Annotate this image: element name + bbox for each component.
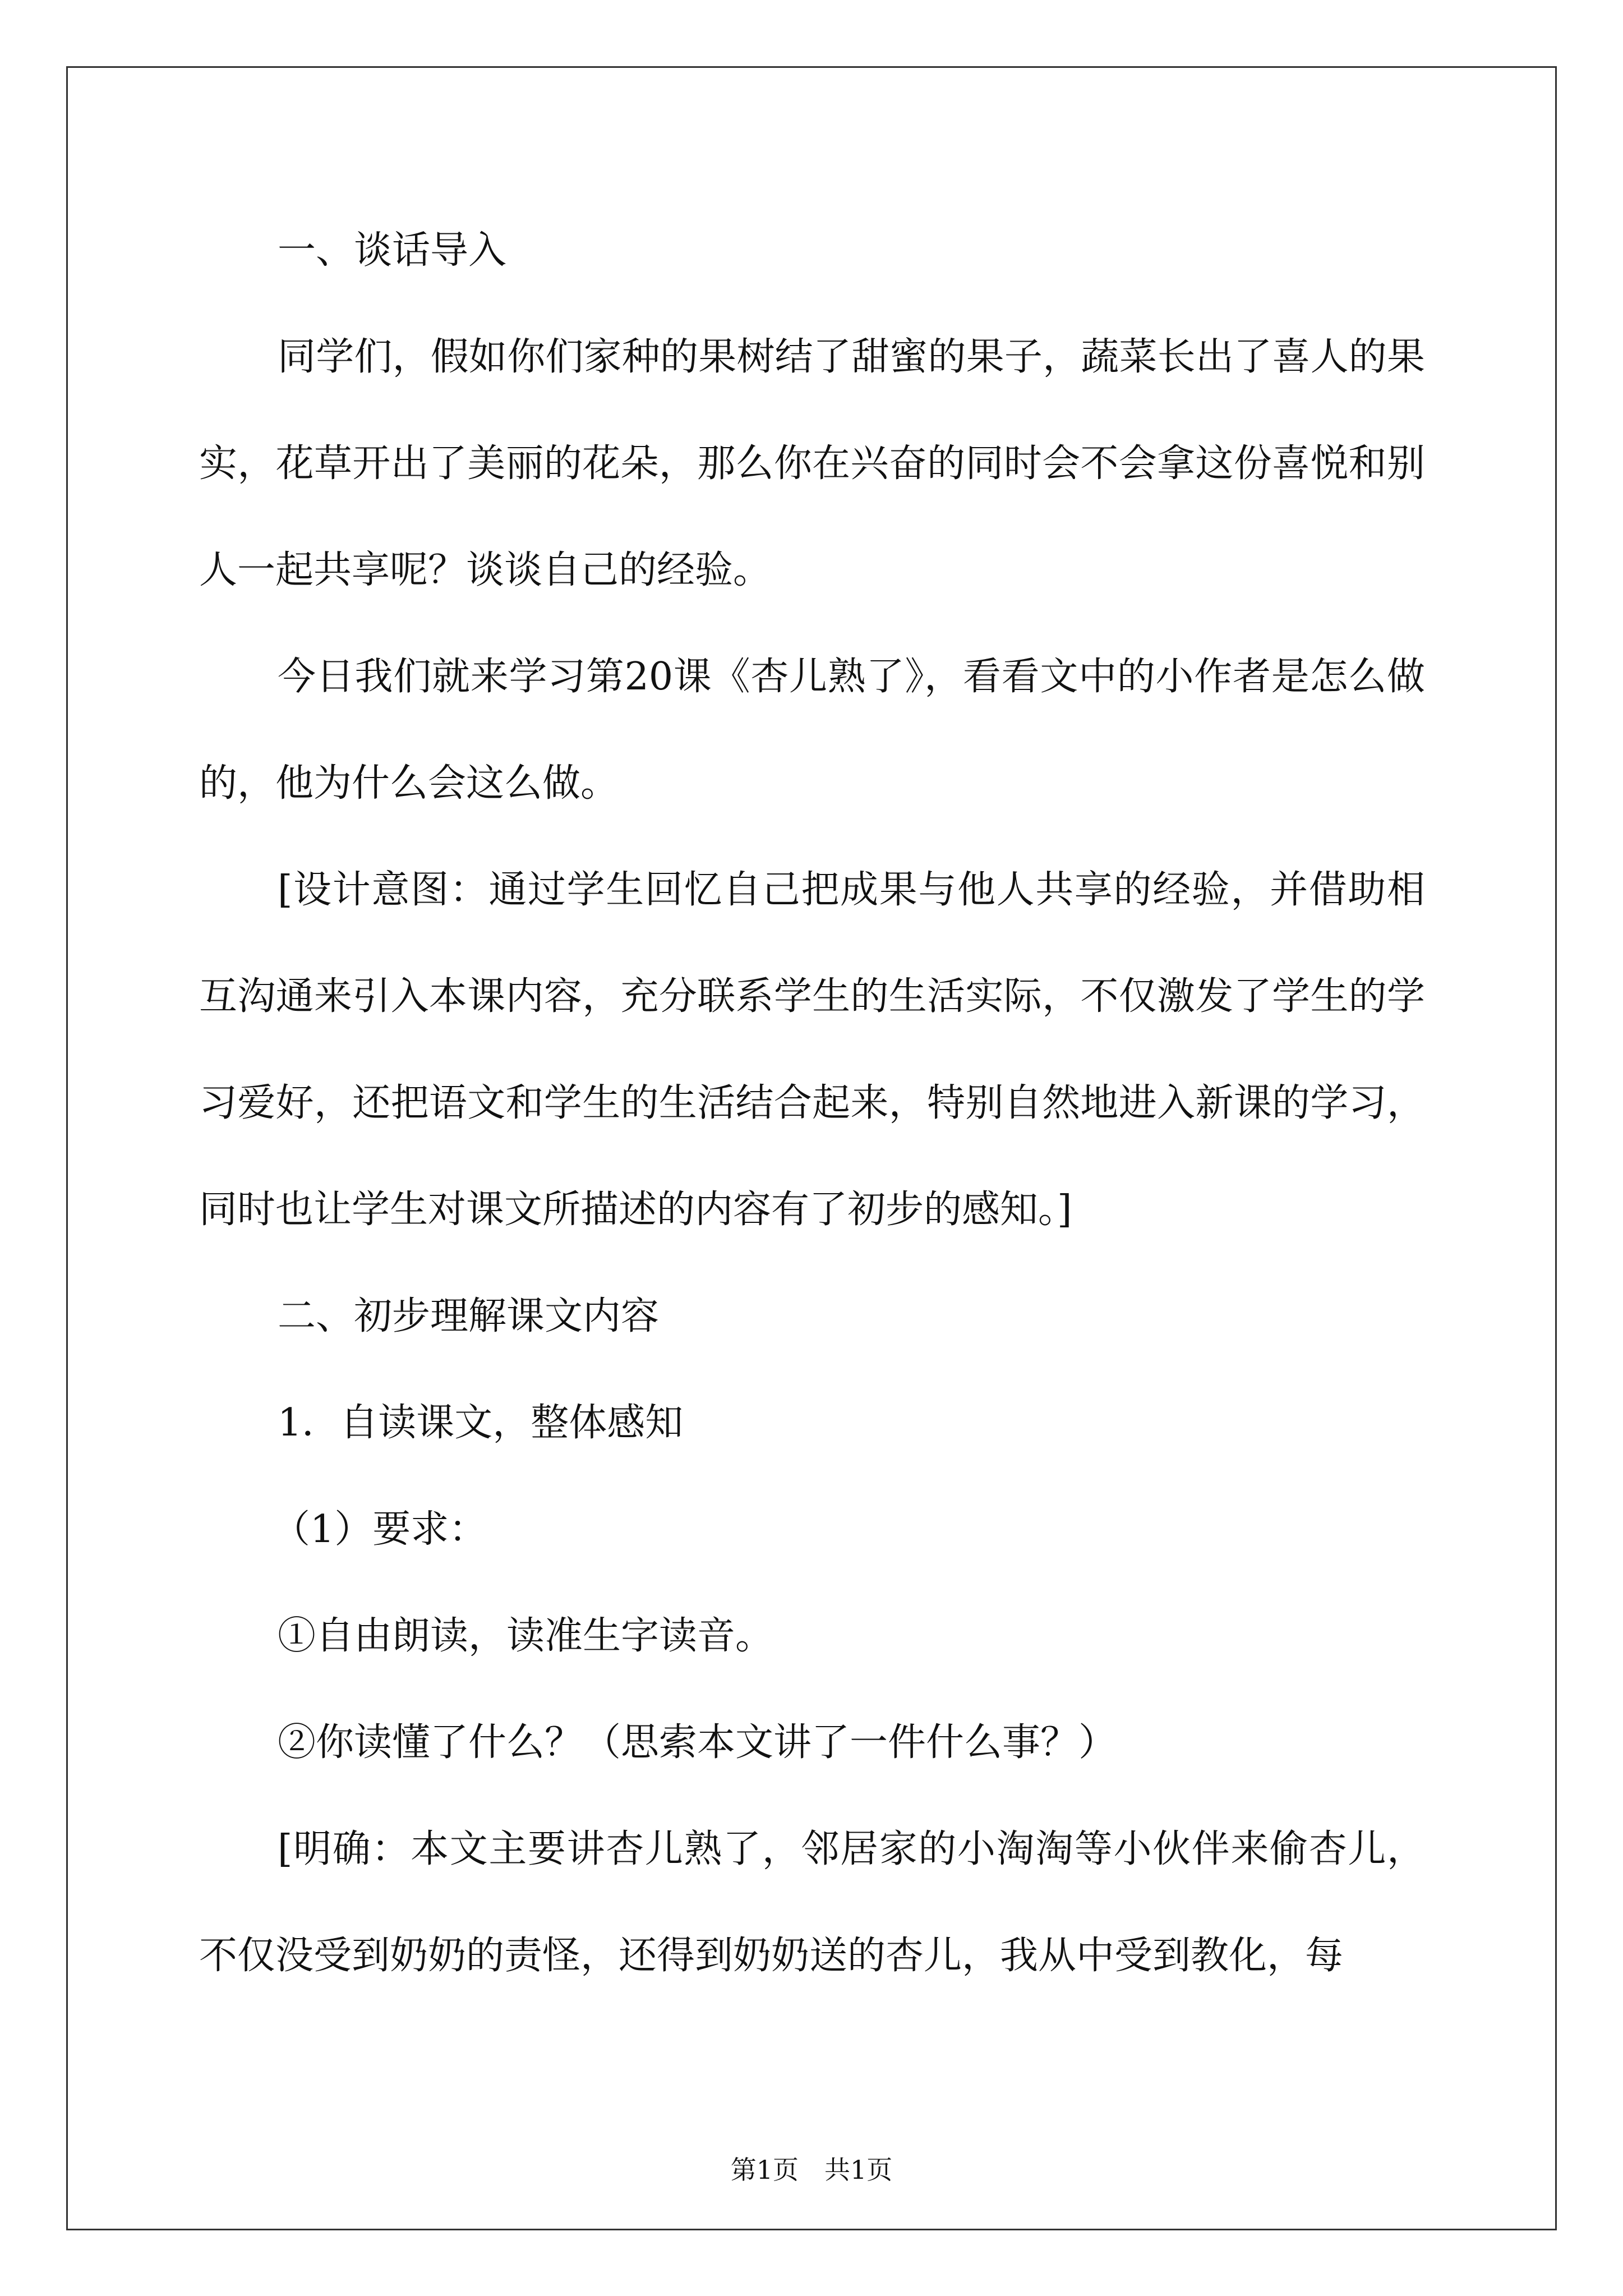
list-item-requirements: （1）要求： — [272, 1507, 487, 1552]
page-footer: 第1页 共1页 — [730, 2155, 893, 2185]
list-item-read-aloud: ①自由朗读，读准生字读音。 — [278, 1614, 774, 1658]
paragraph-design-intent: [设计意图：通过学生回忆自己把成果与他人共享的经验，并借助相互沟通来引入本课内容，充分联系学生的生活实际，不仅激发了学生的学习爱好，还把语文和学生的生活结合起来，特别自然地进入新课的学习，同时也让学生对课文所描述的内容有了初步的感知。] — [199, 868, 1425, 1232]
paragraph-clarification: [明确：本文主要讲杏儿熟了，邻居家的小淘淘等小伙伴来偷杏儿，不仅没受到奶奶的责怪，还得到奶奶送的杏儿，我从中受到教化，每 — [199, 1827, 1425, 1978]
document-body — [199, 197, 1425, 2009]
section-heading-1: 一、谈话导入 — [278, 228, 507, 273]
list-item-understanding: ②你读懂了什么？（思索本文讲了一件什么事？） — [278, 1720, 1117, 1765]
paragraph-lesson: 今日我们就来学习第20课《杏儿熟了》，看看文中的小作者是怎么做的，他为什么会这么做。 — [199, 655, 1425, 806]
section-heading-2: 二、初步理解课文内容 — [278, 1294, 660, 1338]
list-item-self-reading: 1．自读课文，整体感知 — [278, 1401, 684, 1445]
paragraph-intro: 同学们，假如你们家种的果树结了甜蜜的果子，蔬菜长出了喜人的果实，花草开出了美丽的花朵，那么你在兴奋的同时会不会拿这份喜悦和别人一起共享呢？谈谈自己的经验。 — [199, 335, 1425, 592]
